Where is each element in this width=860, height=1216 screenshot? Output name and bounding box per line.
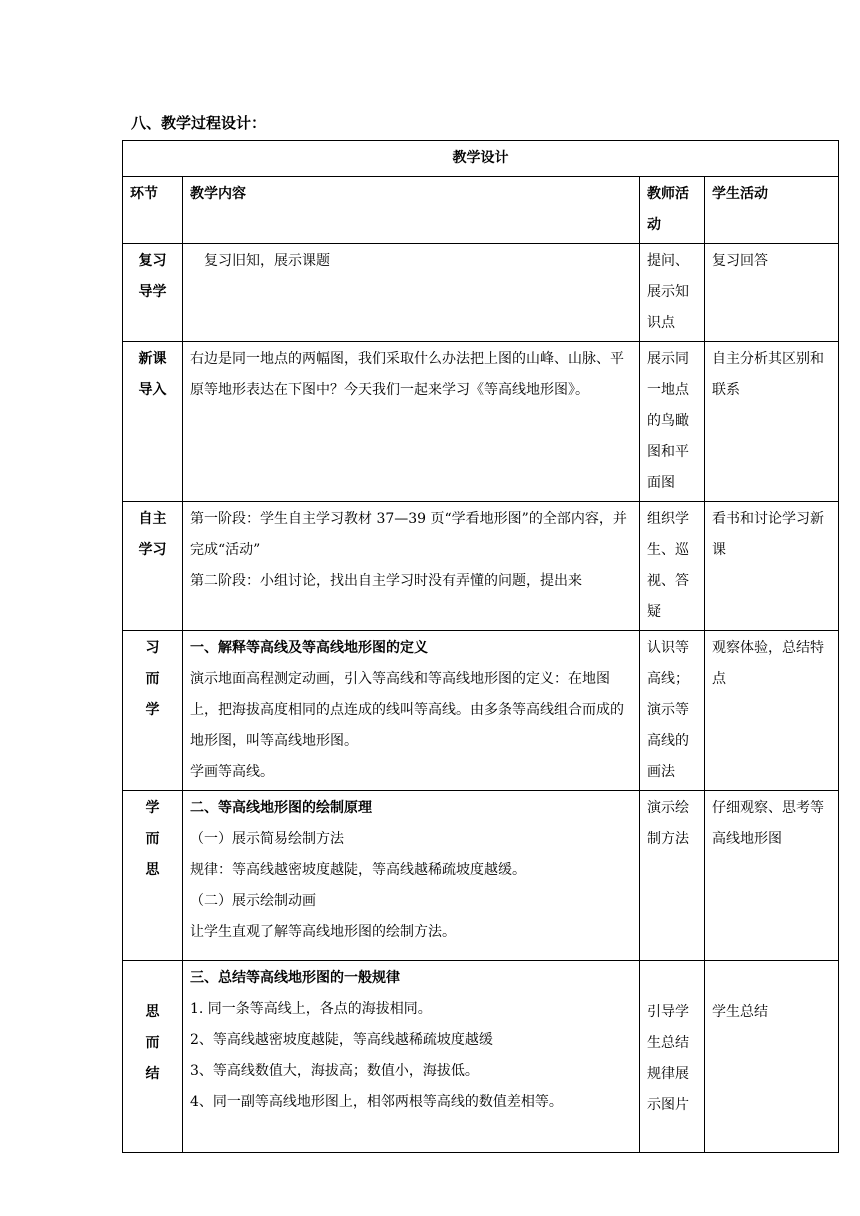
student-cell: 观察体验，总结特点 (705, 631, 839, 791)
student-cell: 看书和讨论学习新课 (705, 502, 839, 631)
content-text: （一）展示简易绘制方法 (190, 831, 344, 847)
teacher-cell: 提问、展示知识点 (640, 244, 705, 342)
content-text: 学画等高线。 (190, 764, 274, 780)
stage-label: 导学 (138, 284, 167, 300)
stage-cell (123, 502, 183, 631)
content-subtitle: 三、总结等高线地形图的一般规律 (190, 970, 400, 986)
teacher-text: 引导学生总结规律展示图片 (647, 1004, 689, 1113)
teacher-cell: 组织学生、巡视、答疑 (640, 502, 705, 631)
stage-label: 自主 (138, 511, 167, 527)
content-text: 规律：等高线越密坡度越陡，等高线越稀疏坡度越缓。 (190, 862, 526, 878)
content-text: 1. 同一条等高线上，各点的海拔相同。 (190, 1001, 432, 1017)
stage-label: 导入 (138, 382, 167, 398)
content-text: 第二阶段：小组讨论，找出自主学习时没有弄懂的问题，提出来 (190, 573, 582, 589)
stage-cell (123, 791, 183, 961)
stage-label: 学习 (138, 542, 167, 558)
stage-label: 学 (145, 800, 160, 816)
table-title: 教学设计 (123, 141, 839, 177)
header-stage: 环节 (123, 177, 183, 244)
teacher-cell (640, 961, 705, 1153)
teacher-cell: 展示同一地点的鸟瞰图和平面图 (640, 342, 705, 502)
stage-cell (123, 244, 183, 342)
stage-label: 新课 (138, 351, 167, 367)
content-text: 2、等高线越密坡度越陡，等高线越稀疏坡度越缓 (190, 1032, 493, 1048)
stage-label: 学 (145, 702, 160, 718)
table-row (123, 791, 839, 961)
header-content: 教学内容 (183, 177, 640, 244)
student-cell: 自主分析其区别和联系 (705, 342, 839, 502)
content-cell (183, 961, 640, 1153)
content-text: 第一阶段：学生自主学习教材 37—39 页“学看地形图”的全部内容，并完成“活动” (190, 511, 627, 558)
content-subtitle: 一、解释等高线及等高线地形图的定义 (190, 640, 428, 656)
table-row (123, 502, 839, 631)
header-student: 学生活动 (705, 177, 839, 244)
content-text: 让学生直观了解等高线地形图的绘制方法。 (190, 924, 456, 940)
stage-cell (123, 631, 183, 791)
stage-label: 复习 (138, 253, 167, 269)
teacher-cell: 演示绘制方法 (640, 791, 705, 961)
teaching-design-table (122, 140, 839, 1153)
student-text: 学生总结 (712, 1004, 768, 1020)
content-cell (183, 502, 640, 631)
stage-label: 结 (145, 1066, 160, 1082)
header-teacher: 教师活动 (640, 177, 705, 244)
content-text: 4、同一副等高线地形图上，相邻两根等高线的数值差相等。 (190, 1094, 563, 1110)
stage-label: 而 (145, 831, 160, 847)
table-row (123, 631, 839, 791)
content-subtitle: 二、等高线地形图的绘制原理 (190, 800, 372, 816)
content-text: 右边是同一地点的两幅图，我们采取什么办法把上图的山峰、山脉、平原等地形表达在下图中？今天我们一起来学习《等高线地形图》。 (190, 351, 624, 398)
student-cell: 仔细观察、思考等高线地形图 (705, 791, 839, 961)
stage-cell (123, 342, 183, 502)
stage-label: 而 (145, 1035, 160, 1051)
student-cell: 复习回答 (705, 244, 839, 342)
stage-label: 习 (145, 640, 160, 656)
content-cell (183, 342, 640, 502)
content-cell (183, 244, 640, 342)
student-cell (705, 961, 839, 1153)
table-row (123, 961, 839, 1153)
teacher-cell: 认识等高线；演示等高线的画法 (640, 631, 705, 791)
section-heading: 八、教学过程设计： (131, 114, 267, 132)
stage-label: 思 (145, 1004, 160, 1020)
stage-label: 而 (145, 671, 160, 687)
table-row (123, 244, 839, 342)
content-text: 3、等高线数值大，海拔高；数值小，海拔低。 (190, 1063, 479, 1079)
stage-label: 思 (145, 862, 160, 878)
content-text: 复习旧知，展示课题 (204, 253, 330, 269)
table-row (123, 342, 839, 502)
content-text: 演示地面高程测定动画，引入等高线和等高线地形图的定义：在地图上，把海拔高度相同的点连成的线叫等高线。由多条等高线组合而成的地形图，叫等高线地形图。 (190, 671, 624, 749)
content-text: （二）展示绘制动画 (190, 893, 316, 909)
content-cell (183, 631, 640, 791)
content-cell (183, 791, 640, 961)
stage-cell (123, 961, 183, 1153)
